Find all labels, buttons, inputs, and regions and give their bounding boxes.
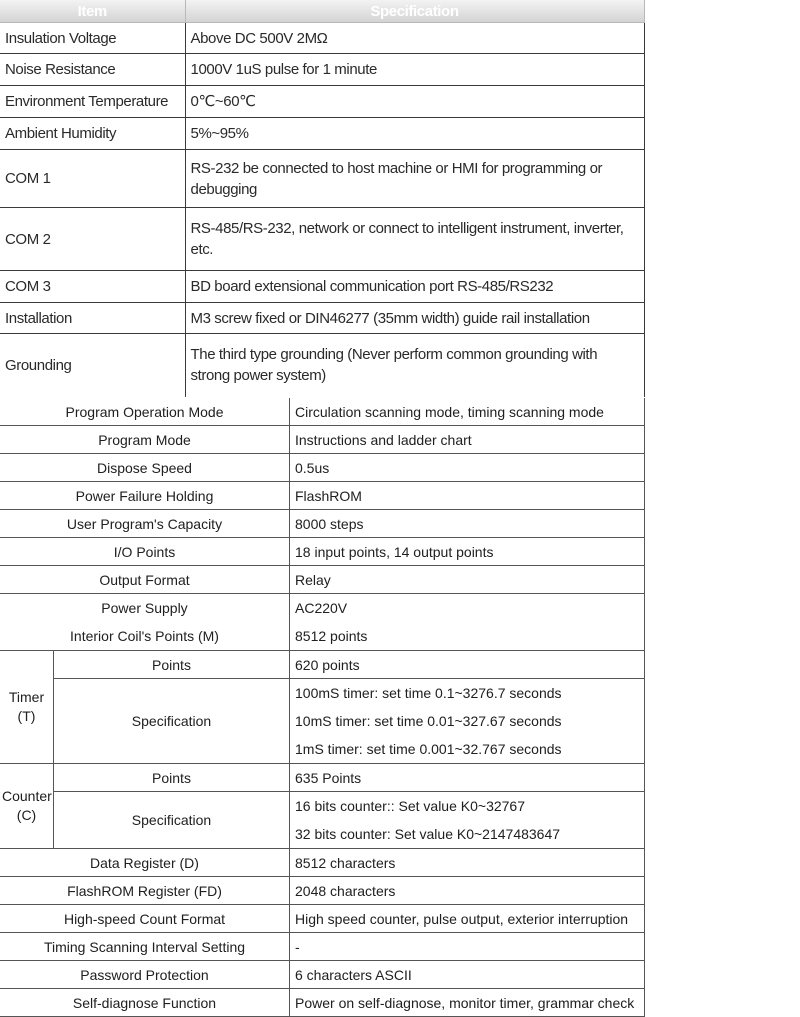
- group-timer: Timer (T): [0, 651, 54, 764]
- row-spec: 1000V 1uS pulse for 1 minute: [185, 54, 644, 86]
- table-row: [0, 566, 645, 594]
- row-spec: Above DC 500V 2MΩ: [185, 23, 644, 54]
- table-row: [0, 23, 644, 54]
- table-row: [0, 877, 645, 905]
- row-item: Ambient Humidity: [0, 118, 185, 150]
- power-coil-value-cell: [290, 594, 645, 651]
- value-user-program-capacity: 8000 steps: [290, 510, 645, 538]
- value-counter-specification: [290, 792, 645, 849]
- label-timer-points: Points: [54, 651, 290, 679]
- power-coil-label-cell: [0, 594, 290, 651]
- value-program-mode: Instructions and ladder chart: [290, 426, 645, 454]
- plc-performance-table: [0, 398, 645, 1017]
- table-row: [0, 454, 645, 482]
- row-item: Environment Temperature: [0, 86, 185, 118]
- label-interior-coils: Interior Coil's Points (M): [70, 628, 219, 644]
- table-row: [0, 764, 645, 792]
- row-spec: 0℃~60℃: [185, 86, 644, 118]
- value-program-operation-mode: Circulation scanning mode, timing scanning mode: [290, 398, 645, 426]
- table-row: [0, 651, 645, 679]
- table-row: [0, 510, 645, 538]
- row-item: COM 1: [0, 150, 185, 208]
- timer-spec-line: 1mS timer: set time 0.001~32.767 seconds: [295, 741, 562, 757]
- label-program-operation-mode: Program Operation Mode: [0, 398, 290, 426]
- table-row: [0, 271, 644, 303]
- table-row: [0, 792, 645, 849]
- value-flashrom-register: 2048 characters: [290, 877, 645, 905]
- table-row: [0, 398, 645, 426]
- row-spec: M3 screw fixed or DIN46277 (35mm width) guide rail installation: [185, 303, 644, 334]
- row-item: COM 2: [0, 208, 185, 271]
- header-specification: Specification: [185, 0, 644, 23]
- row-item: Noise Resistance: [0, 54, 185, 86]
- label-io-points: I/O Points: [0, 538, 290, 566]
- table-row: [0, 679, 645, 764]
- value-counter-points: 635 Points: [290, 764, 645, 792]
- value-self-diagnose: Power on self-diagnose, monitor timer, grammar check: [290, 989, 645, 1017]
- value-data-register: 8512 characters: [290, 849, 645, 877]
- value-dispose-speed: 0.5us: [290, 454, 645, 482]
- row-spec: BD board extensional communication port RS-485/RS232: [185, 271, 644, 303]
- label-counter-points: Points: [54, 764, 290, 792]
- table-row: [0, 961, 645, 989]
- table-row: [0, 208, 644, 271]
- table-row: [0, 538, 645, 566]
- row-item: Grounding: [0, 334, 185, 397]
- row-spec: 5%~95%: [185, 118, 644, 150]
- table-row: [0, 933, 645, 961]
- value-timer-points: 620 points: [290, 651, 645, 679]
- row-spec: RS-485/RS-232, network or connect to intelligent instrument, inverter, etc.: [185, 208, 644, 271]
- label-password-protection: Password Protection: [0, 961, 290, 989]
- row-spec: The third type grounding (Never perform common grounding with strong power system): [185, 334, 644, 397]
- table-row: [0, 849, 645, 877]
- label-high-speed-count: High-speed Count Format: [0, 905, 290, 933]
- table-row: [0, 303, 644, 334]
- header-item: Item: [0, 0, 185, 23]
- value-power-failure-holding: FlashROM: [290, 482, 645, 510]
- label-flashrom-register: FlashROM Register (FD): [0, 877, 290, 905]
- value-io-points: 18 input points, 14 output points: [290, 538, 645, 566]
- label-power-failure-holding: Power Failure Holding: [0, 482, 290, 510]
- value-interior-coils: 8512 points: [295, 628, 368, 644]
- counter-spec-line: 32 bits counter: Set value K0~2147483647: [295, 826, 561, 842]
- timer-spec-line: 10mS timer: set time 0.01~327.67 seconds: [295, 713, 562, 729]
- table-row: [0, 482, 645, 510]
- row-item: COM 3: [0, 271, 185, 303]
- timer-spec-line: 100mS timer: set time 0.1~3276.7 seconds: [295, 685, 562, 701]
- label-counter-specification: Specification: [54, 792, 290, 849]
- table-row: [0, 86, 644, 118]
- table-row: [0, 426, 645, 454]
- table-row: [0, 150, 644, 208]
- table-row: [0, 54, 644, 86]
- label-timer-specification: Specification: [54, 679, 290, 764]
- table-header-row: [0, 0, 644, 23]
- value-timer-specification: [290, 679, 645, 764]
- value-timing-scan-interval: -: [290, 933, 645, 961]
- value-password-protection: 6 characters ASCII: [290, 961, 645, 989]
- row-spec: RS-232 be connected to host machine or HMI for programming or debugging: [185, 150, 644, 208]
- table-row: [0, 905, 645, 933]
- counter-spec-line: 16 bits counter:: Set value K0~32767: [295, 798, 525, 814]
- label-dispose-speed: Dispose Speed: [0, 454, 290, 482]
- row-item: Installation: [0, 303, 185, 334]
- label-power-supply: Power Supply: [101, 600, 188, 616]
- row-item: Insulation Voltage: [0, 23, 185, 54]
- label-user-program-capacity: User Program's Capacity: [0, 510, 290, 538]
- table-row: [0, 989, 645, 1017]
- label-timing-scan-interval: Timing Scanning Interval Setting: [0, 933, 290, 961]
- table-row: [0, 118, 644, 150]
- label-program-mode: Program Mode: [0, 426, 290, 454]
- value-output-format: Relay: [290, 566, 645, 594]
- value-high-speed-count: High speed counter, pulse output, exterior interruption: [290, 905, 645, 933]
- table-row: [0, 334, 644, 397]
- label-output-format: Output Format: [0, 566, 290, 594]
- value-power-supply: AC220V: [295, 600, 348, 616]
- label-data-register: Data Register (D): [0, 849, 290, 877]
- environment-spec-table: [0, 0, 645, 397]
- table-row: [0, 594, 645, 651]
- label-self-diagnose: Self-diagnose Function: [0, 989, 290, 1017]
- group-counter: Counter (C): [0, 764, 54, 849]
